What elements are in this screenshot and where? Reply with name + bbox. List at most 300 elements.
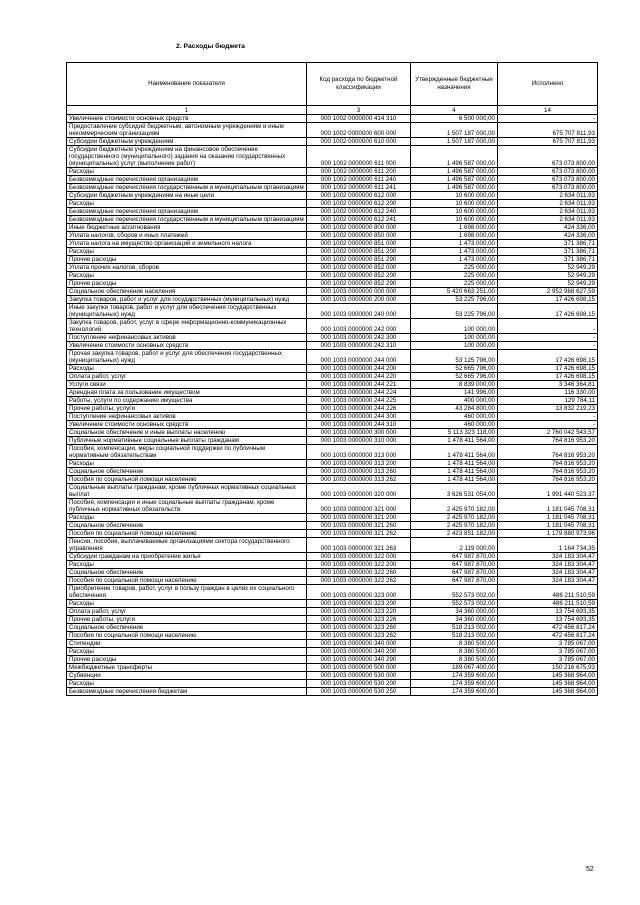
row-executed: 764 816 953,20 <box>498 476 598 484</box>
row-executed: 3 346 364,81 <box>498 381 598 389</box>
row-code: 000 1003 0000000 321 260 <box>307 522 411 530</box>
row-name: Пособия по социальной помощи населению <box>67 632 307 640</box>
row-name: Безвозмездные перечисления государственным и муниципальным организациям <box>67 184 307 192</box>
row-name: Расходы <box>67 460 307 468</box>
col-number-1: 1 <box>67 106 307 115</box>
row-name: Субсидии бюджетным учреждениям <box>67 138 307 146</box>
table-row <box>67 334 598 342</box>
row-executed: 472 456 817,24 <box>498 624 598 632</box>
row-name: Закупка товаров, работ, услуг в сфере информационно-коммуникационных технологий <box>67 319 307 334</box>
row-executed: 424 336,00 <box>498 224 598 232</box>
row-executed: 17 426 698,15 <box>498 373 598 381</box>
row-code: 000 1002 0000000 851 000 <box>307 240 411 248</box>
row-code: 000 1002 0000000 611 240 <box>307 176 411 184</box>
table-row <box>67 538 598 553</box>
row-approved: 1 496 587 000,00 <box>411 146 498 168</box>
row-name: Увеличение стоимости основных средств <box>67 342 307 350</box>
row-code: 000 1003 0000000 240 000 <box>307 304 411 319</box>
row-executed: 13 754 693,35 <box>498 608 598 616</box>
row-code: 000 1002 0000000 611 241 <box>307 184 411 192</box>
table-row <box>67 499 598 514</box>
row-approved: 10 600 000,00 <box>411 208 498 216</box>
row-approved: 225 000,00 <box>411 264 498 272</box>
row-approved: 647 987 870,00 <box>411 577 498 585</box>
row-code: 000 1002 0000000 851 290 <box>307 256 411 264</box>
table-row <box>67 530 598 538</box>
row-executed: 116 330,00 <box>498 389 598 397</box>
row-executed: 673 073 800,00 <box>498 176 598 184</box>
row-code: 000 1002 0000000 612 200 <box>307 200 411 208</box>
row-code: 000 1002 0000000 611 000 <box>307 146 411 168</box>
row-approved: 1 698 000,00 <box>411 232 498 240</box>
table-row <box>67 664 598 672</box>
row-code: 000 1003 0000000 300 000 <box>307 429 411 437</box>
row-approved: 225 000,00 <box>411 280 498 288</box>
row-code: 000 1003 0000000 323 220 <box>307 608 411 616</box>
row-approved: 1 478 411 564,00 <box>411 437 498 445</box>
row-name: Прочие расходы <box>67 256 307 264</box>
header-approved: Утвержденные бюджетные назначения <box>411 63 498 106</box>
row-name: Предоставление субсидий бюджетным, автономным учреждениям и иным некоммерческим организациям <box>67 123 307 138</box>
row-name: Публичные нормативные социальные выплаты гражданам <box>67 437 307 445</box>
table-row <box>67 256 598 264</box>
row-approved: 100 000,00 <box>411 334 498 342</box>
row-executed: 764 816 953,20 <box>498 437 598 445</box>
row-approved: 1 478 411 564,00 <box>411 476 498 484</box>
row-name: Закупка товаров, работ и услуг для государственных (муниципальных) нужд <box>67 296 307 304</box>
row-code: 000 1003 0000000 321 200 <box>307 514 411 522</box>
row-executed: 3 785 067,00 <box>498 656 598 664</box>
row-code: 000 1003 0000000 313 260 <box>307 468 411 476</box>
table-row <box>67 680 598 688</box>
row-code: 000 1003 0000000 313 262 <box>307 476 411 484</box>
table-row <box>67 569 598 577</box>
table-row <box>67 200 598 208</box>
row-approved: 1 496 587 000,00 <box>411 176 498 184</box>
table-row <box>67 577 598 585</box>
table-row <box>67 224 598 232</box>
row-executed: 145 368 964,00 <box>498 680 598 688</box>
row-executed: - <box>498 334 598 342</box>
row-name: Пособия по социальной помощи населению <box>67 476 307 484</box>
row-approved: 2 119 000,00 <box>411 538 498 553</box>
row-executed: 1 181 045 708,31 <box>498 522 598 530</box>
row-approved: 1 478 411 564,00 <box>411 468 498 476</box>
table-row <box>67 476 598 484</box>
row-executed: 1 181 045 708,31 <box>498 514 598 522</box>
table-row <box>67 389 598 397</box>
column-number-row <box>67 106 598 115</box>
row-code: 000 1003 0000000 500 000 <box>307 664 411 672</box>
row-name: Социальное обеспечение <box>67 624 307 632</box>
table-row <box>67 405 598 413</box>
row-code: 000 1003 0000000 322 260 <box>307 569 411 577</box>
table-row <box>67 648 598 656</box>
table-row <box>67 397 598 405</box>
col-number-4: 4 <box>411 106 498 115</box>
row-approved: 6 500 000,00 <box>411 115 498 123</box>
row-executed: 145 368 964,00 <box>498 672 598 680</box>
row-name: Услуги связи <box>67 381 307 389</box>
row-name: Увеличение стоимости основных средств <box>67 115 307 123</box>
row-approved: 189 067 400,00 <box>411 664 498 672</box>
row-approved: 8 380 500,00 <box>411 656 498 664</box>
row-name: Социальное обеспечение <box>67 468 307 476</box>
row-name: Безвозмездные перечисления организациям <box>67 208 307 216</box>
row-name: Прочие расходы <box>67 280 307 288</box>
row-executed: 1 179 880 973,96 <box>498 530 598 538</box>
row-approved: 1 496 587 000,00 <box>411 184 498 192</box>
table-row <box>67 429 598 437</box>
row-name: Пособия, компенсации и иные социальные выплаты гражданам, кроме публичных нормативных обязательств <box>67 499 307 514</box>
table-row <box>67 288 598 296</box>
row-code: 000 1003 0000000 310 000 <box>307 437 411 445</box>
row-executed: 17 426 698,15 <box>498 296 598 304</box>
row-approved: 43 284 800,00 <box>411 405 498 413</box>
row-name: Пособия по социальной помощи населению <box>67 577 307 585</box>
row-code: 000 1003 0000000 340 200 <box>307 648 411 656</box>
row-code: 000 1003 0000000 242 310 <box>307 342 411 350</box>
row-approved: 647 987 870,00 <box>411 569 498 577</box>
row-approved: 100 000,00 <box>411 342 498 350</box>
row-code: 000 1003 0000000 244 224 <box>307 389 411 397</box>
row-approved: 100 000,00 <box>411 319 498 334</box>
row-approved: 10 600 000,00 <box>411 200 498 208</box>
header-executed: Исполнено <box>498 63 598 106</box>
row-executed: 13 832 219,23 <box>498 405 598 413</box>
table-row <box>67 421 598 429</box>
table-row <box>67 176 598 184</box>
row-executed: 2 760 042 543,57 <box>498 429 598 437</box>
row-approved: 34 360 000,00 <box>411 608 498 616</box>
table-row <box>67 561 598 569</box>
row-approved: 5 420 663 251,00 <box>411 288 498 296</box>
row-approved: 53 225 796,00 <box>411 304 498 319</box>
table-row <box>67 616 598 624</box>
table-row <box>67 296 598 304</box>
row-approved: 174 359 600,00 <box>411 672 498 680</box>
table-row <box>67 460 598 468</box>
row-approved: 1 507 187 000,00 <box>411 123 498 138</box>
row-approved: 460 000,00 <box>411 413 498 421</box>
row-executed: 2 634 011,93 <box>498 192 598 200</box>
table-row <box>67 373 598 381</box>
row-approved: 8 380 500,00 <box>411 648 498 656</box>
row-name: Субвенции <box>67 672 307 680</box>
row-approved: 2 425 970 182,00 <box>411 499 498 514</box>
row-approved: 53 225 796,00 <box>411 296 498 304</box>
table-row <box>67 484 598 499</box>
table-row <box>67 522 598 530</box>
table-row <box>67 272 598 280</box>
row-executed: 129 784,11 <box>498 397 598 405</box>
row-name: Расходы <box>67 272 307 280</box>
row-name: Безвозмездные перечисления организациям <box>67 176 307 184</box>
table-row <box>67 608 598 616</box>
table-row <box>67 632 598 640</box>
row-approved: 552 573 002,00 <box>411 585 498 600</box>
table-row <box>67 350 598 365</box>
row-code: 000 1003 0000000 244 225 <box>307 397 411 405</box>
row-executed: 1 164 734,35 <box>498 538 598 553</box>
row-executed: 145 368 964,00 <box>498 688 598 696</box>
row-name: Субсидии гражданам на приобретение жилья <box>67 553 307 561</box>
row-name: Социальные выплаты гражданам, кроме публичных нормативных социальных выплат <box>67 484 307 499</box>
row-name: Расходы <box>67 561 307 569</box>
row-executed: 150 216 675,93 <box>498 664 598 672</box>
row-executed: 673 073 800,00 <box>498 184 598 192</box>
row-name: Оплата работ, услуг <box>67 373 307 381</box>
row-name: Безвозмездные перечисления бюджетам <box>67 688 307 696</box>
table-row <box>67 208 598 216</box>
row-executed: 486 211 510,59 <box>498 600 598 608</box>
row-approved: 647 987 870,00 <box>411 553 498 561</box>
table-row <box>67 365 598 373</box>
row-code: 000 1003 0000000 000 000 <box>307 288 411 296</box>
row-code: 000 1002 0000000 850 000 <box>307 232 411 240</box>
table-row <box>67 688 598 696</box>
row-name: Иные бюджетные ассигнования <box>67 224 307 232</box>
row-executed: 17 426 698,15 <box>498 350 598 365</box>
row-name: Прочие работы, услуги <box>67 616 307 624</box>
table-row <box>67 445 598 460</box>
row-code: 000 1003 0000000 244 300 <box>307 413 411 421</box>
table-row <box>67 232 598 240</box>
row-executed: 371 386,71 <box>498 240 598 248</box>
row-code: 000 1003 0000000 322 000 <box>307 553 411 561</box>
row-name: Стипендии <box>67 640 307 648</box>
row-approved: 1 473 000,00 <box>411 240 498 248</box>
row-name: Расходы <box>67 648 307 656</box>
row-executed: 764 816 953,20 <box>498 460 598 468</box>
row-executed: 2 634 011,93 <box>498 200 598 208</box>
row-executed: 675 707 811,93 <box>498 138 598 146</box>
row-executed: 2 634 011,93 <box>498 208 598 216</box>
row-executed: 673 073 800,00 <box>498 168 598 176</box>
row-name: Иные закупки товаров, работ и услуг для обеспечения государственных (муниципальных) нужд <box>67 304 307 319</box>
row-approved: 53 125 796,00 <box>411 350 498 365</box>
section-title: 2. Расходы бюджета <box>176 43 245 50</box>
row-approved: 34 360 000,00 <box>411 616 498 624</box>
row-code: 000 1002 0000000 612 000 <box>307 192 411 200</box>
col-number-3: 3 <box>307 106 411 115</box>
table-row <box>67 342 598 350</box>
row-executed: 371 386,71 <box>498 248 598 256</box>
row-name: Безвозмездные перечисления государственным и муниципальным организациям <box>67 216 307 224</box>
row-code: 000 1003 0000000 313 000 <box>307 445 411 460</box>
row-name: Социальное обеспечение населения <box>67 288 307 296</box>
row-executed: 764 816 953,20 <box>498 445 598 460</box>
row-code: 000 1003 0000000 320 000 <box>307 484 411 499</box>
table-header-row <box>67 63 598 106</box>
row-executed: 324 183 304,47 <box>498 577 598 585</box>
row-executed: 3 785 067,00 <box>498 648 598 656</box>
table-row <box>67 413 598 421</box>
row-code: 000 1003 0000000 321 263 <box>307 538 411 553</box>
row-name: Увеличение стоимости основных средств <box>67 421 307 429</box>
header-code: Код расхода по бюджетной классификации <box>307 63 411 106</box>
row-code: 000 1002 0000000 800 000 <box>307 224 411 232</box>
row-code: 000 1003 0000000 321 262 <box>307 530 411 538</box>
table-row <box>67 123 598 138</box>
row-code: 000 1003 0000000 323 000 <box>307 585 411 600</box>
row-executed: 1 991 440 523,37 <box>498 484 598 499</box>
row-code: 000 1002 0000000 414 310 <box>307 115 411 123</box>
table-row <box>67 468 598 476</box>
row-name: Расходы <box>67 365 307 373</box>
table-row <box>67 264 598 272</box>
row-executed: 371 386,71 <box>498 256 598 264</box>
page-number: 52 <box>586 866 594 873</box>
row-name: Расходы <box>67 600 307 608</box>
row-name: Социальное обеспечение <box>67 569 307 577</box>
row-code: 000 1003 0000000 323 260 <box>307 624 411 632</box>
row-code: 000 1002 0000000 852 200 <box>307 272 411 280</box>
row-name: Расходы <box>67 200 307 208</box>
row-executed: 3 785 067,00 <box>498 640 598 648</box>
row-code: 000 1003 0000000 321 000 <box>307 499 411 514</box>
table-row <box>67 216 598 224</box>
row-name: Прочие работы, услуги <box>67 405 307 413</box>
row-name: Пособия, компенсации, меры социальной поддержки по публичным нормативным обязательствам <box>67 445 307 460</box>
row-name: Прочая закупка товаров, работ и услуг для обеспечения государственных (муниципальных) нужд <box>67 350 307 365</box>
row-code: 000 1003 0000000 313 200 <box>307 460 411 468</box>
row-approved: 1 478 411 564,00 <box>411 445 498 460</box>
row-code: 000 1003 0000000 322 262 <box>307 577 411 585</box>
row-approved: 2 425 970 182,00 <box>411 522 498 530</box>
col-number-14: 14 <box>498 106 598 115</box>
row-executed: 17 426 698,15 <box>498 304 598 319</box>
row-code: 000 1003 0000000 244 200 <box>307 365 411 373</box>
row-executed: 2 952 968 627,59 <box>498 288 598 296</box>
row-name: Расходы <box>67 680 307 688</box>
row-name: Субсидии бюджетным учреждениям на финансовое обеспечение государственного (муниципального) задания на оказание государственных (муниципальных) услуг (выполнение работ) <box>67 146 307 168</box>
row-approved: 1 473 000,00 <box>411 248 498 256</box>
row-executed: 486 211 510,59 <box>498 585 598 600</box>
row-executed: 764 816 953,20 <box>498 468 598 476</box>
row-name: Пособия по социальной помощи населению <box>67 530 307 538</box>
row-name: Прочие расходы <box>67 656 307 664</box>
row-approved: 1 478 411 564,00 <box>411 460 498 468</box>
row-approved: 3 626 531 054,00 <box>411 484 498 499</box>
row-name: Субсидии бюджетным учреждениям на иные цели <box>67 192 307 200</box>
table-row <box>67 319 598 334</box>
row-approved: 2 423 851 182,00 <box>411 530 498 538</box>
table-row <box>67 280 598 288</box>
table-row <box>67 585 598 600</box>
row-executed: 424 336,00 <box>498 232 598 240</box>
row-name: Уплата налога на имущество организаций и земельного налога <box>67 240 307 248</box>
row-approved: 2 425 970 182,00 <box>411 514 498 522</box>
table-row <box>67 240 598 248</box>
row-approved: 460 000,00 <box>411 421 498 429</box>
row-name: Расходы <box>67 168 307 176</box>
row-name: Расходы <box>67 248 307 256</box>
row-code: 000 1002 0000000 852 000 <box>307 264 411 272</box>
row-executed: - <box>498 421 598 429</box>
row-code: 000 1003 0000000 323 200 <box>307 600 411 608</box>
row-name: Социальное обеспечение <box>67 522 307 530</box>
row-code: 000 1002 0000000 612 240 <box>307 208 411 216</box>
row-executed: 13 754 693,35 <box>498 616 598 624</box>
table-row <box>67 672 598 680</box>
row-code: 000 1003 0000000 323 226 <box>307 616 411 624</box>
row-code: 000 1003 0000000 244 221 <box>307 381 411 389</box>
row-approved: 552 573 002,00 <box>411 600 498 608</box>
row-name: Оплата работ, услуг <box>67 608 307 616</box>
row-code: 000 1003 0000000 244 220 <box>307 373 411 381</box>
table-row <box>67 248 598 256</box>
expenses-table <box>66 62 598 696</box>
row-code: 000 1003 0000000 244 310 <box>307 421 411 429</box>
row-code: 000 1003 0000000 530 000 <box>307 672 411 680</box>
row-code: 000 1002 0000000 611 200 <box>307 168 411 176</box>
row-approved: 400 000,00 <box>411 397 498 405</box>
row-name: Арендная плата за пользование имуществом <box>67 389 307 397</box>
row-approved: 8 839 000,00 <box>411 381 498 389</box>
row-executed: 675 707 811,93 <box>498 123 598 138</box>
row-approved: 52 665 796,00 <box>411 373 498 381</box>
table-row <box>67 168 598 176</box>
table-row <box>67 115 598 123</box>
row-approved: 647 987 870,00 <box>411 561 498 569</box>
row-approved: 1 473 000,00 <box>411 256 498 264</box>
table-row <box>67 192 598 200</box>
row-executed: 324 183 304,47 <box>498 553 598 561</box>
row-code: 000 1002 0000000 852 290 <box>307 280 411 288</box>
header-name: Наименование показателя <box>67 63 307 106</box>
row-executed: - <box>498 115 598 123</box>
table-row <box>67 600 598 608</box>
row-name: Работы, услуги по содержанию имущества <box>67 397 307 405</box>
table-row <box>67 437 598 445</box>
table-row <box>67 514 598 522</box>
row-approved: 5 113 323 118,00 <box>411 429 498 437</box>
table-row <box>67 304 598 319</box>
row-name: Пенсии, пособия, выплачиваемые организациями сектора государственного управления <box>67 538 307 553</box>
row-executed: - <box>498 413 598 421</box>
row-approved: 1 507 187 000,00 <box>411 138 498 146</box>
row-name: Приобретение товаров, работ, услуг в пользу граждан в целях их социального обеспечения <box>67 585 307 600</box>
row-executed: 17 426 698,15 <box>498 365 598 373</box>
row-code: 000 1003 0000000 322 200 <box>307 561 411 569</box>
row-name: Поступление нефинансовых активов <box>67 334 307 342</box>
row-approved: 518 213 002,00 <box>411 632 498 640</box>
row-executed: 673 073 800,00 <box>498 146 598 168</box>
row-name: Межбюджетные трансферты <box>67 664 307 672</box>
row-approved: 174 359 600,00 <box>411 688 498 696</box>
row-approved: 1 496 587 000,00 <box>411 168 498 176</box>
row-executed: 324 183 304,47 <box>498 561 598 569</box>
row-code: 000 1003 0000000 340 290 <box>307 656 411 664</box>
table-row <box>67 146 598 168</box>
row-code: 000 1003 0000000 323 262 <box>307 632 411 640</box>
row-code: 000 1003 0000000 200 000 <box>307 296 411 304</box>
row-name: Уплата налогов, сборов и иных платежей <box>67 232 307 240</box>
table-row <box>67 184 598 192</box>
table-row <box>67 553 598 561</box>
row-executed: - <box>498 342 598 350</box>
row-code: 000 1002 0000000 612 241 <box>307 216 411 224</box>
row-approved: 225 000,00 <box>411 272 498 280</box>
table-row <box>67 656 598 664</box>
table-row <box>67 138 598 146</box>
row-code: 000 1003 0000000 244 226 <box>307 405 411 413</box>
table-row <box>67 624 598 632</box>
row-executed: 2 634 011,93 <box>498 216 598 224</box>
row-code: 000 1002 0000000 610 000 <box>307 138 411 146</box>
row-executed: 52 949,29 <box>498 272 598 280</box>
